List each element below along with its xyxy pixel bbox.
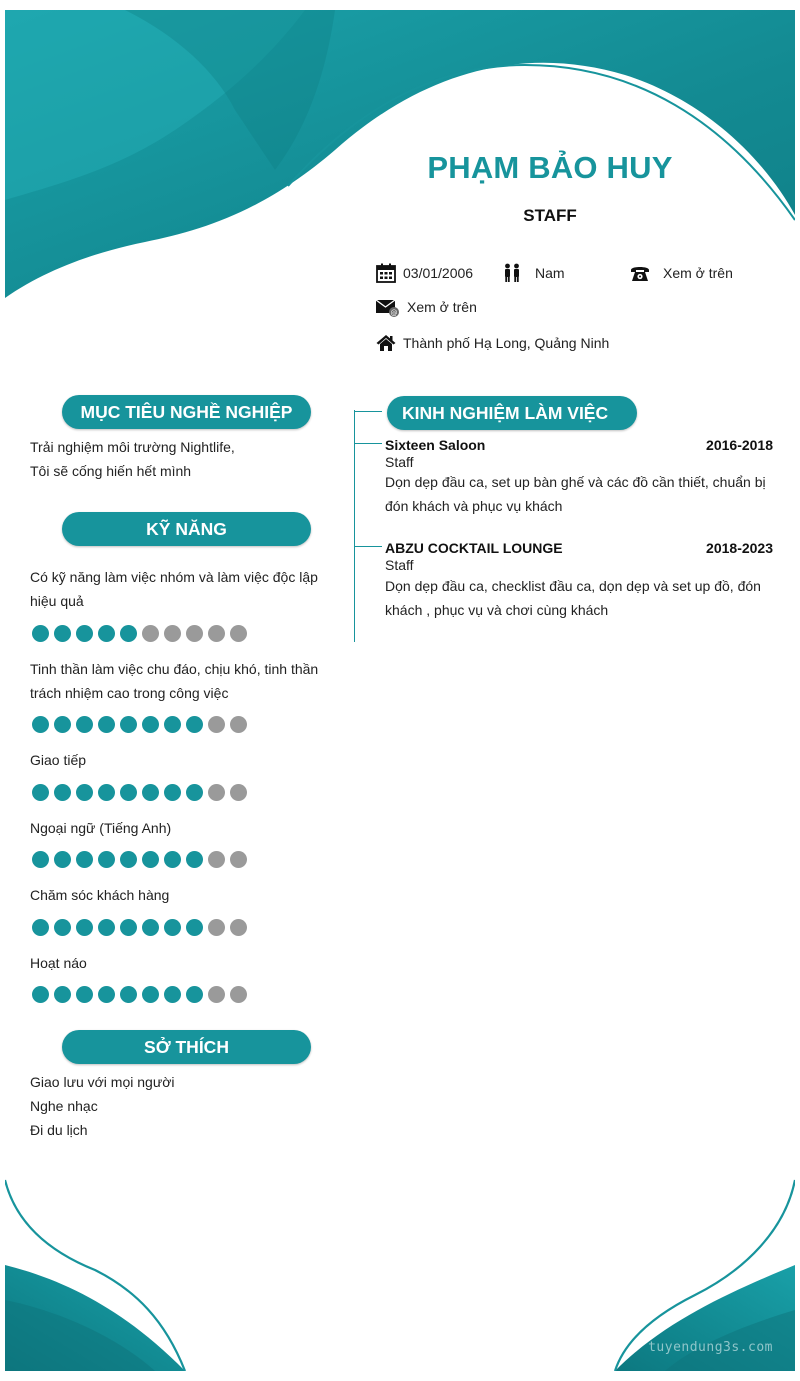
skill-rating	[32, 784, 247, 801]
hobby-item: Đi du lịch	[30, 1122, 88, 1138]
phone-value: Xem ở trên	[663, 265, 733, 281]
skill-line: hiệu quả	[30, 593, 84, 609]
rating-dot-filled	[32, 986, 49, 1003]
email-value: Xem ở trên	[407, 299, 477, 315]
address-value: Thành phố Hạ Long, Quảng Ninh	[403, 335, 610, 351]
job-position: Staff	[385, 454, 414, 470]
rating-dot-empty	[208, 919, 225, 936]
rating-dot-filled	[186, 716, 203, 733]
rating-dot-empty	[208, 716, 225, 733]
rating-dot-filled	[186, 851, 203, 868]
objective-text	[30, 435, 235, 483]
rating-dot-empty	[230, 851, 247, 868]
rating-dot-empty	[208, 625, 225, 642]
rating-dot-filled	[76, 784, 93, 801]
job-position: Staff	[385, 557, 414, 573]
job-company: Sixteen Saloon	[385, 437, 486, 453]
rating-dot-empty	[230, 784, 247, 801]
skill-item-name	[30, 565, 330, 613]
rating-dot-filled	[120, 784, 137, 801]
objective-line-1: Trải nghiệm môi trường Nightlife,	[30, 439, 235, 455]
rating-dot-filled	[76, 919, 93, 936]
rating-dot-filled	[76, 625, 93, 642]
watermark: tuyendung3s.com	[648, 1340, 773, 1355]
skill-line: Tinh thần làm việc chu đáo, chịu khó, tinh thần	[30, 661, 319, 677]
job-desc-line: khách , phục vụ và chơi cùng khách	[385, 602, 609, 618]
skill-line: trách nhiệm cao trong công việc	[30, 685, 229, 701]
skill-rating	[32, 851, 247, 868]
cv-page	[5, 10, 795, 1371]
timeline-tick	[354, 411, 382, 412]
rating-dot-filled	[54, 784, 71, 801]
rating-dot-empty	[208, 986, 225, 1003]
job-desc-line: Dọn dẹp đầu ca, set up bàn ghế và các đồ cần thiết, chuẩn bị	[385, 474, 766, 490]
rating-dot-filled	[186, 986, 203, 1003]
rating-dot-filled	[98, 625, 115, 642]
rating-dot-filled	[142, 986, 159, 1003]
dob-value: 03/01/2006	[403, 265, 474, 281]
rating-dot-filled	[32, 851, 49, 868]
rating-dot-empty	[208, 784, 225, 801]
rating-dot-filled	[186, 919, 203, 936]
objective-heading: MỤC TIÊU NGHỀ NGHIỆP	[62, 395, 311, 429]
rating-dot-filled	[142, 784, 159, 801]
gender-value: Nam	[535, 265, 565, 281]
objective-line-2: Tôi sẽ cống hiến hết mình	[30, 463, 192, 479]
phone-row	[629, 262, 733, 284]
experience-heading: KINH NGHIỆM LÀM VIỆC	[387, 396, 637, 430]
job-years: 2016-2018	[706, 437, 773, 453]
timeline-tick	[354, 546, 382, 547]
rating-dot-empty	[164, 625, 181, 642]
rating-dot-filled	[54, 919, 71, 936]
skill-item-name: Hoạt náo	[30, 955, 87, 971]
rating-dot-empty	[230, 986, 247, 1003]
rating-dot-filled	[98, 716, 115, 733]
rating-dot-filled	[76, 851, 93, 868]
rating-dot-filled	[120, 716, 137, 733]
rating-dot-filled	[186, 784, 203, 801]
email-row	[375, 296, 477, 318]
rating-dot-filled	[32, 625, 49, 642]
hobbies-heading: SỞ THÍCH	[62, 1030, 311, 1064]
rating-dot-filled	[142, 716, 159, 733]
rating-dot-empty	[230, 919, 247, 936]
email-icon	[375, 296, 401, 318]
job-desc-line: Dọn dẹp đầu ca, checklist đầu ca, dọn dẹp và set up đồ, đón	[385, 578, 761, 594]
rating-dot-filled	[142, 851, 159, 868]
rating-dot-filled	[120, 986, 137, 1003]
rating-dot-filled	[54, 986, 71, 1003]
rating-dot-filled	[120, 851, 137, 868]
skill-item-name: Ngoại ngữ (Tiếng Anh)	[30, 820, 172, 836]
rating-dot-filled	[76, 986, 93, 1003]
rating-dot-filled	[32, 716, 49, 733]
hobbies-list	[30, 1070, 174, 1142]
rating-dot-filled	[164, 986, 181, 1003]
phone-icon	[629, 262, 651, 284]
job-description	[385, 574, 775, 622]
skill-rating	[32, 716, 247, 733]
skill-item-name	[30, 657, 330, 705]
rating-dot-empty	[186, 625, 203, 642]
rating-dot-filled	[54, 716, 71, 733]
skill-item-name: Giao tiếp	[30, 752, 87, 768]
rating-dot-filled	[98, 919, 115, 936]
rating-dot-filled	[76, 716, 93, 733]
gender-icon	[501, 262, 523, 284]
skill-line: Có kỹ năng làm việc nhóm và làm việc độc lập	[30, 569, 318, 585]
job-company: ABZU COCKTAIL LOUNGE	[385, 540, 563, 556]
skill-rating	[32, 625, 247, 642]
rating-dot-filled	[164, 919, 181, 936]
rating-dot-filled	[32, 919, 49, 936]
rating-dot-filled	[164, 851, 181, 868]
skill-rating	[32, 919, 247, 936]
rating-dot-filled	[98, 784, 115, 801]
svg-text:@: @	[390, 309, 398, 317]
rating-dot-empty	[230, 625, 247, 642]
hobby-item: Nghe nhạc	[30, 1098, 98, 1114]
rating-dot-filled	[164, 784, 181, 801]
rating-dot-empty	[142, 625, 159, 642]
skill-item-name: Chăm sóc khách hàng	[30, 887, 170, 903]
job-title: STAFF	[523, 206, 577, 225]
job-years: 2018-2023	[706, 540, 773, 556]
rating-dot-filled	[142, 919, 159, 936]
job-desc-line: đón khách và phục vụ khách	[385, 498, 563, 514]
gender-row	[501, 262, 565, 284]
rating-dot-filled	[54, 625, 71, 642]
rating-dot-empty	[208, 851, 225, 868]
address-row	[375, 332, 609, 354]
rating-dot-filled	[98, 851, 115, 868]
rating-dot-filled	[54, 851, 71, 868]
rating-dot-filled	[120, 625, 137, 642]
home-icon	[375, 332, 397, 354]
job-description	[385, 470, 775, 518]
skill-rating	[32, 986, 247, 1003]
rating-dot-filled	[120, 919, 137, 936]
skills-heading: KỸ NĂNG	[62, 512, 311, 546]
rating-dot-filled	[98, 986, 115, 1003]
timeline-line	[354, 410, 355, 642]
rating-dot-empty	[230, 716, 247, 733]
candidate-name: PHẠM BẢO HUY	[427, 150, 673, 185]
rating-dot-filled	[164, 716, 181, 733]
hobby-item: Giao lưu với mọi người	[30, 1074, 175, 1090]
timeline-tick	[354, 443, 382, 444]
dob-row	[375, 262, 473, 284]
calendar-icon	[375, 262, 397, 284]
rating-dot-filled	[32, 784, 49, 801]
